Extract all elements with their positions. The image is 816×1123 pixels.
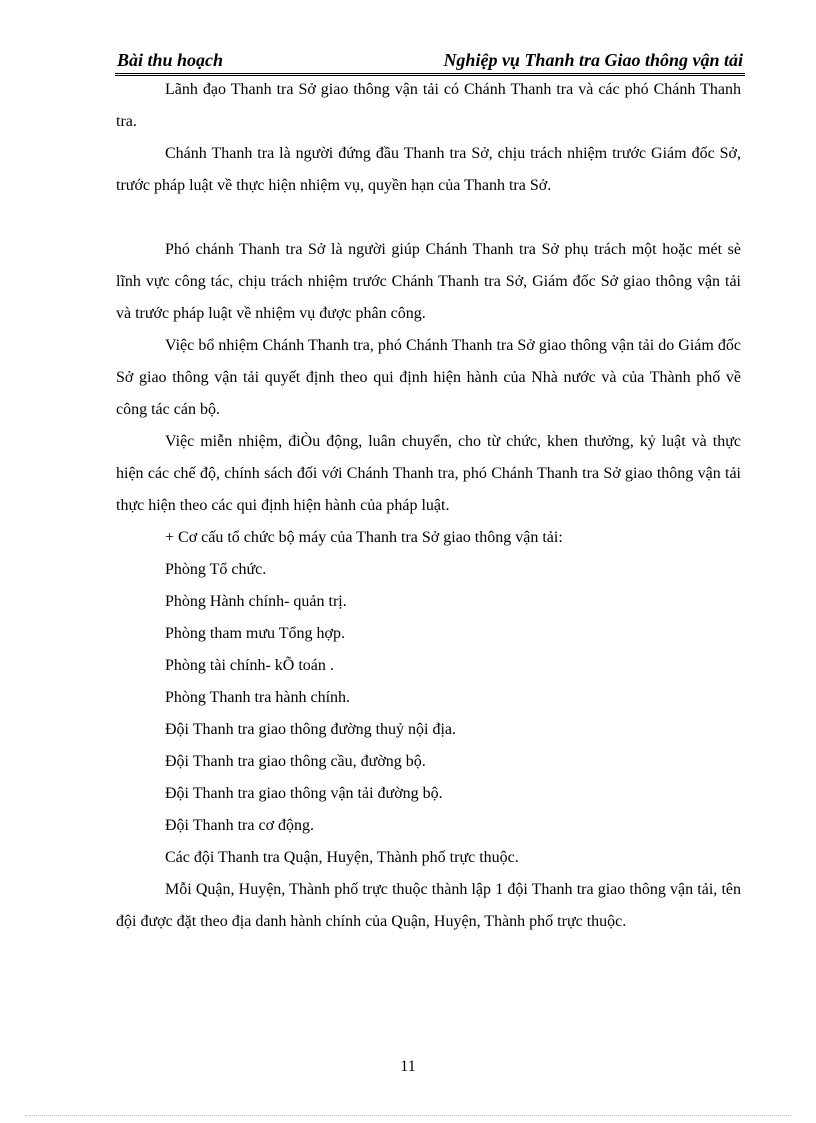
- unit-list-item: Phòng tham mưu Tổng hợp.: [165, 625, 345, 642]
- paragraph-deputy-chief: Phó chánh Thanh tra Sở là người giúp Chánh Thanh tra Sở phụ trách một hoặc mét sè lĩnh vực công tác, chịu trách nhiệm trước Chánh Thanh tra Sở, Giám đốc Sở giao thông vận tải và trước pháp luật về nhiệm vụ được phân công.: [116, 241, 741, 322]
- unit-list-item: Đội Thanh tra giao thông đường thuỷ nội địa.: [165, 721, 457, 738]
- unit-list-item: Phòng Tổ chức.: [165, 561, 267, 578]
- unit-list-item: Phòng Thanh tra hành chính.: [165, 689, 351, 706]
- structure-heading: + Cơ cấu tổ chức bộ máy của Thanh tra Sở giao thông vận tải:: [165, 529, 563, 546]
- page-number: 11: [400, 1058, 416, 1075]
- header-left-title: Bài thu hoạch: [117, 50, 224, 70]
- paragraph-appointment: Việc bổ nhiệm Chánh Thanh tra, phó Chánh Thanh tra Sở giao thông vận tải do Giám đốc Sở giao thông vận tải quyết định theo qui định hiện hành của Nhà nước và của Thành phố về công tác cán bộ.: [116, 337, 741, 418]
- unit-list-item: Phòng tài chính- kÕ toán .: [165, 657, 334, 674]
- unit-list-item: Đội Thanh tra cơ động.: [165, 817, 315, 834]
- header-right-title: Nghiệp vụ Thanh tra Giao thông vận tải: [443, 50, 743, 70]
- paragraph-chief-inspector: Chánh Thanh tra là người đứng đầu Thanh tra Sở, chịu trách nhiệm trước Giám đốc Sở, trước pháp luật về thực hiện nhiệm vụ, quyền hạn của Thanh tra Sở.: [116, 145, 741, 194]
- page-header: [115, 50, 745, 76]
- unit-list-item: Các đội Thanh tra Quận, Huyện, Thành phố trực thuộc.: [165, 849, 519, 866]
- page-bottom-divider: [25, 1115, 791, 1116]
- paragraph-spacer: [116, 202, 741, 234]
- unit-list-item: Phòng Hành chính- quản trị.: [165, 593, 347, 610]
- page-body: [116, 74, 741, 938]
- unit-list-item: Đội Thanh tra giao thông vận tải đường bộ.: [165, 785, 443, 802]
- paragraph-dismissal: Việc miễn nhiệm, điÒu động, luân chuyển, cho từ chức, khen thưởng, kỷ luật và thực hiện các chế độ, chính sách đối với Chánh Thanh tra, phó Chánh Thanh tra Sở giao thông vận tải thực hiện theo các qui định hiện hành của pháp luật.: [116, 433, 741, 514]
- paragraph-leadership: Lãnh đạo Thanh tra Sở giao thông vận tải có Chánh Thanh tra và các phó Chánh Thanh tra.: [116, 81, 741, 130]
- paragraph-district-teams: Mỗi Quận, Huyện, Thành phố trực thuộc thành lập 1 đội Thanh tra giao thông vận tải, tên đội được đặt theo địa danh hành chính của Quận, Huyện, Thành phố trực thuộc.: [116, 881, 741, 930]
- unit-list-item: Đội Thanh tra giao thông cầu, đường bộ.: [165, 753, 426, 770]
